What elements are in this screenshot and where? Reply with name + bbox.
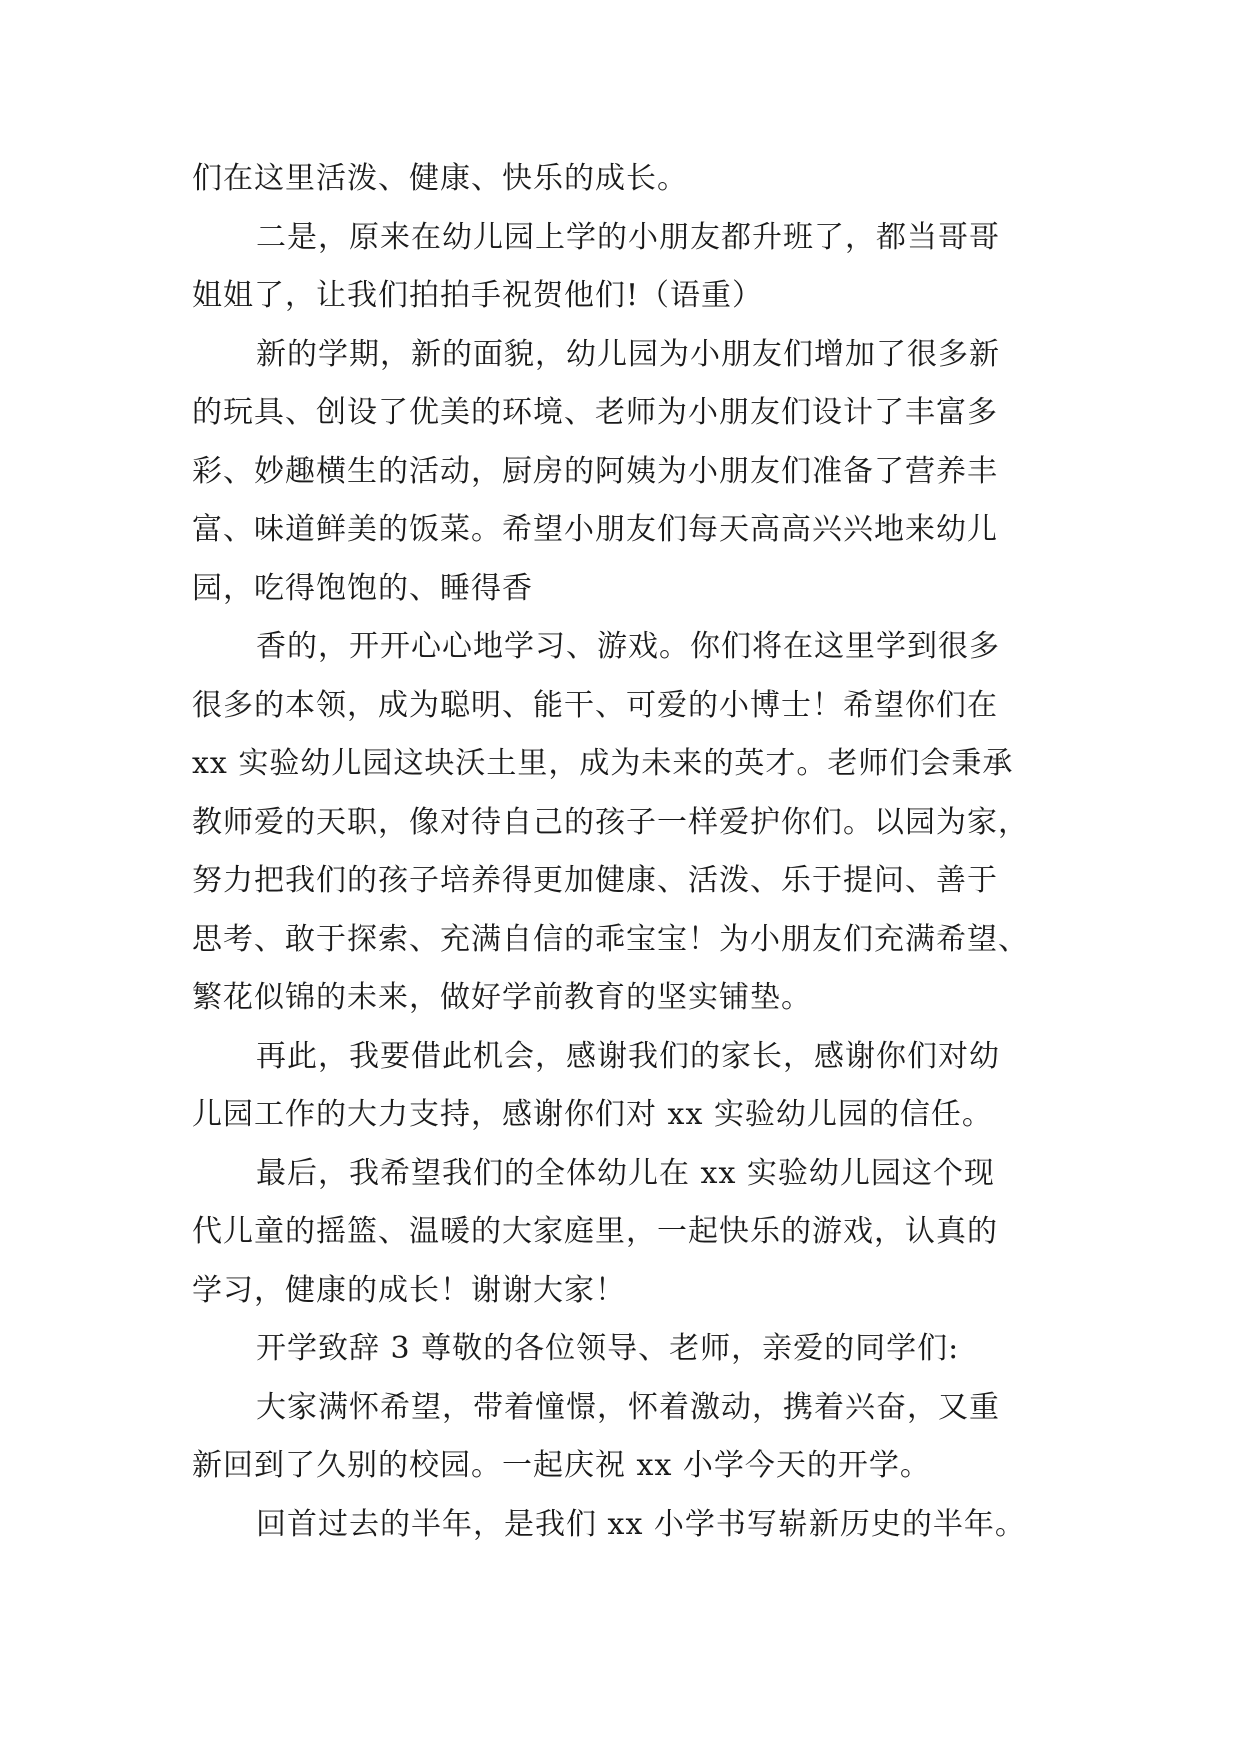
text-line: 开学致辞 3 尊敬的各位领导、老师，亲爱的同学们: bbox=[256, 1331, 960, 1366]
text-line: 富、味道鲜美的饭菜。希望小朋友们每天高高兴兴地来幼儿 bbox=[192, 512, 998, 547]
text-line: 学习，健康的成长！谢谢大家！ bbox=[192, 1272, 626, 1308]
text-line: 努力把我们的孩子培养得更加健康、活泼、乐于提问、善于 bbox=[192, 863, 998, 898]
text-line: 儿园工作的大力支持，感谢你们对 xx 实验幼儿园的信任。 bbox=[192, 1097, 993, 1132]
text-line: xx 实验幼儿园这块沃土里，成为未来的英才。老师们会秉承 bbox=[192, 746, 1014, 781]
text-line: 很多的本领，成为聪明、能干、可爱的小博士！希望你们在 bbox=[192, 687, 998, 723]
text-line: 二是，原来在幼儿园上学的小朋友都升班了，都当哥哥 bbox=[256, 219, 1000, 255]
text-line: 繁花似锦的未来，做好学前教育的坚实铺垫。 bbox=[192, 980, 812, 1015]
text-line: 香的，开开心心地学习、游戏。你们将在这里学到很多 bbox=[256, 629, 1000, 664]
text-line: 大家满怀希望，带着憧憬，怀着激动，携着兴奋，又重 bbox=[256, 1389, 1000, 1425]
text-line: 们在这里活泼、健康、快乐的成长。 bbox=[192, 161, 688, 196]
text-line: 思考、敢于探索、充满自信的乖宝宝！为小朋友们充满希望、 bbox=[192, 921, 1029, 957]
text-line: 最后，我希望我们的全体幼儿在 xx 实验幼儿园这个现 bbox=[256, 1155, 995, 1191]
text-line: 再此，我要借此机会，感谢我们的家长，感谢你们对幼 bbox=[256, 1038, 1000, 1074]
text-line: 新回到了久别的校园。一起庆祝 xx 小学今天的开学。 bbox=[192, 1448, 931, 1483]
text-line: 园，吃得饱饱的、睡得香 bbox=[192, 570, 533, 606]
text-line: 的玩具、创设了优美的环境、老师为小朋友们设计了丰富多 bbox=[192, 395, 998, 430]
body-text bbox=[192, 150, 1054, 1554]
text-line: 回首过去的半年，是我们 xx 小学书写崭新历史的半年。 bbox=[256, 1506, 1026, 1542]
text-line: 彩、妙趣横生的活动，厨房的阿姨为小朋友们准备了营养丰 bbox=[192, 453, 998, 489]
text-line: 新的学期，新的面貌，幼儿园为小朋友们增加了很多新 bbox=[256, 336, 1000, 372]
text-line: 代儿童的摇篮、温暖的大家庭里，一起快乐的游戏，认真的 bbox=[192, 1214, 998, 1249]
text-line: 姐姐了，让我们拍拍手祝贺他们!（语重） bbox=[192, 278, 764, 313]
text-line: 教师爱的天职，像对待自己的孩子一样爱护你们。以园为家， bbox=[192, 804, 1029, 840]
